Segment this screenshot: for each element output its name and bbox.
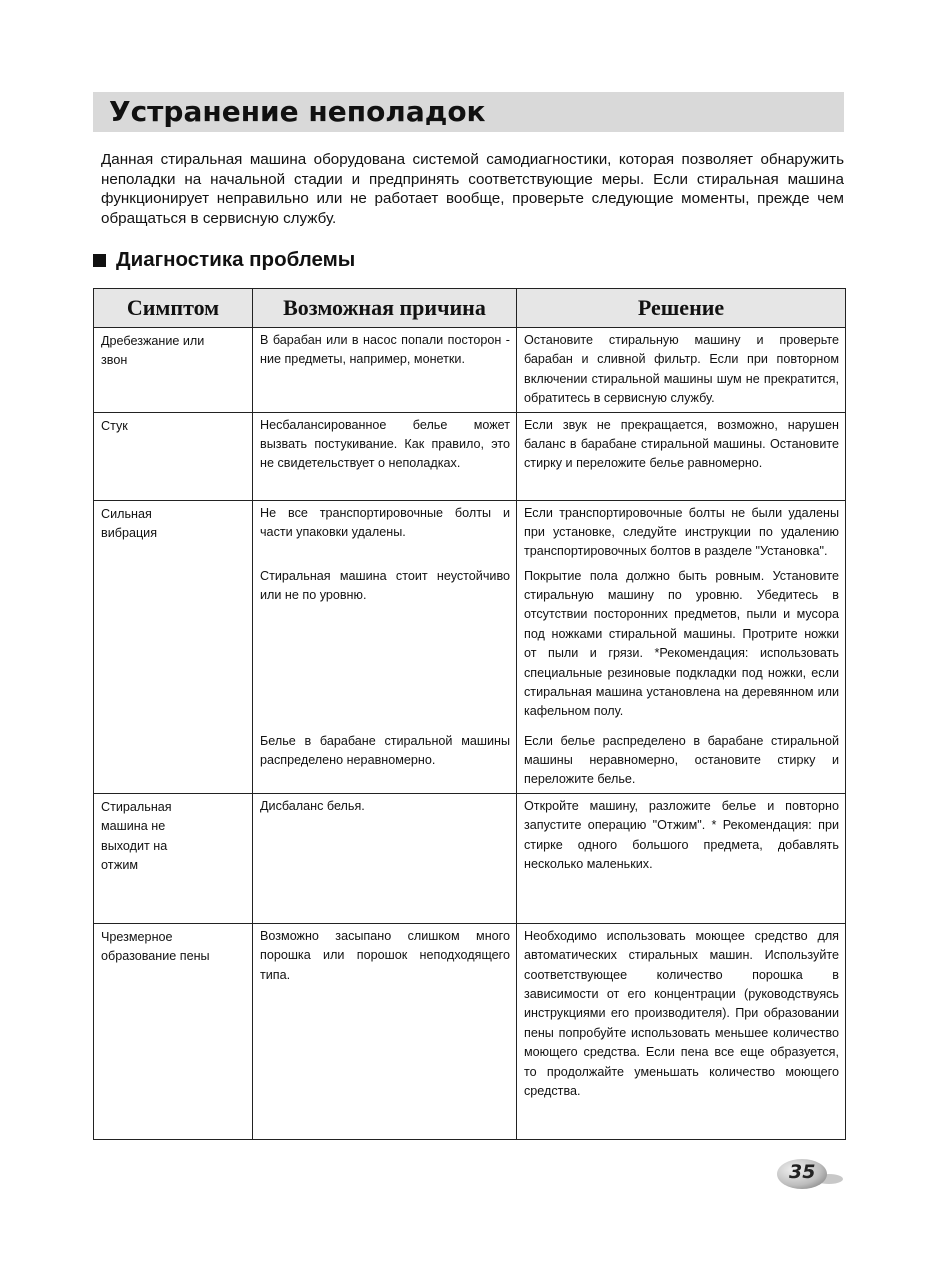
header-symptom: Симптом xyxy=(94,289,253,328)
page-title: Устранение неполадок xyxy=(109,95,486,128)
cause-text: Дисбаланс белья. xyxy=(260,798,365,813)
solution-text: Необходимо использовать моющее средство для автоматических стиральных машин. Используйте соответствующее количество порошка в зависимости от его концентрации (руководствуясь инструкциями его производителя). При образовании пены попробуйте использовать меньшее количество моющего средства. Если пена все еще образуется, то продолжайте уменьшать количество моющего средства. xyxy=(524,928,839,1099)
symptom-cell xyxy=(94,793,253,923)
cause-cell xyxy=(253,793,517,923)
solution-text: Остановите стиральную машину и проверьте барабан и сливной фильтр. Если при повторном включении стиральной машины шум не прекратится, обратитесь в сервисную службу. xyxy=(524,333,839,406)
cause-text: Возможно засыпано слишком много порошка или порошок неподходящего типа. xyxy=(260,928,510,982)
title-bar xyxy=(93,92,844,132)
intro-paragraph: Данная стиральная машина оборудована системой самодиагностики, которая позволяет обнаружить неполадки на начальной стадии и предпринять соответствующие меры. Если стиральная машина функционирует неправильно или не работает вообще, проверьте следующие моменты, прежде чем обращаться в сервисную службу. xyxy=(101,151,844,227)
cause-cell xyxy=(253,328,517,413)
cause-cell xyxy=(253,923,517,1139)
page-number-badge xyxy=(775,1157,845,1191)
cause-text: В барабан или в насос попали посторон - ние предметы, например, монетки. xyxy=(260,333,510,367)
header-solution: Решение xyxy=(517,289,846,328)
symptom-cell xyxy=(94,500,253,793)
solution-cell xyxy=(517,412,846,500)
page-number: 35 xyxy=(789,1161,816,1183)
symptom-cell xyxy=(94,923,253,1139)
solution-text-3: Если белье распределено в барабане стиральной машины неравномерно, остановите стирку и переложите белье. xyxy=(524,733,839,787)
section-title: Диагностика проблемы xyxy=(116,248,356,271)
section-heading xyxy=(93,246,355,274)
solution-text: Если звук не прекращается, возможно, нарушен баланс в барабане стиральной машины. Остановите стирку и переложите белье равномерно. xyxy=(524,417,839,471)
solution-text: Откройте машину, разложите белье и повторно запустите операцию "Отжим". * Рекомендация: при стирке одного большого предмета, добавлять несколько маленьких. xyxy=(524,798,839,872)
solution-cell xyxy=(517,923,846,1139)
diagnostics-table xyxy=(93,288,846,1140)
solution-cell xyxy=(517,328,846,413)
symptom-text: Сильная вибрация xyxy=(101,506,158,541)
solution-cell xyxy=(517,793,846,923)
symptom-text: Стук xyxy=(101,418,128,433)
solution-text-2: Покрытие пола должно быть ровным. Установите стиральную машину по уровню. Убедитесь в отсутствии посторонних предметов, пыли и мусора под ножками стиральной машины. Протрите ножки от пыли и грязи. *Рекомендация: использовать специальные резиновые подкладки под ножки, если стиральная машина установлена на деревянном или кафельном полу. xyxy=(524,568,839,719)
table-row xyxy=(94,412,846,500)
cause-text-1: Не все транспортировочные болты и части упаковки удалены. xyxy=(260,505,510,540)
cause-text-3: Белье в барабане стиральной машины распределено неравномерно. xyxy=(260,733,510,768)
solution-text-1: Если транспортировочные болты не были удалены при установке, следуйте инструкции по удалению транспортировочных болтов в разделе "Установка". xyxy=(524,505,839,559)
table-row xyxy=(94,328,846,413)
symptom-text: Стиральная машина не выходит на отжим xyxy=(101,799,172,873)
header-cause: Возможная причина xyxy=(253,289,517,328)
table-row xyxy=(94,923,846,1139)
table-row xyxy=(94,793,846,923)
cause-text: Несбалансированное белье может вызвать постукивание. Как правило, это не свидетельствует о неполадках. xyxy=(260,417,510,471)
cause-cell xyxy=(253,500,517,793)
symptom-cell xyxy=(94,412,253,500)
table-row xyxy=(94,500,846,793)
solution-cell xyxy=(517,500,846,793)
cause-text-2: Стиральная машина стоит неустойчиво или не по уровню. xyxy=(260,568,510,603)
symptom-text: Чрезмерное образование пены xyxy=(101,929,210,964)
symptom-cell xyxy=(94,328,253,413)
cause-cell xyxy=(253,412,517,500)
table-header-row xyxy=(94,289,846,328)
symptom-text: Дребезжание или звон xyxy=(101,334,205,368)
square-bullet-icon xyxy=(93,254,106,267)
